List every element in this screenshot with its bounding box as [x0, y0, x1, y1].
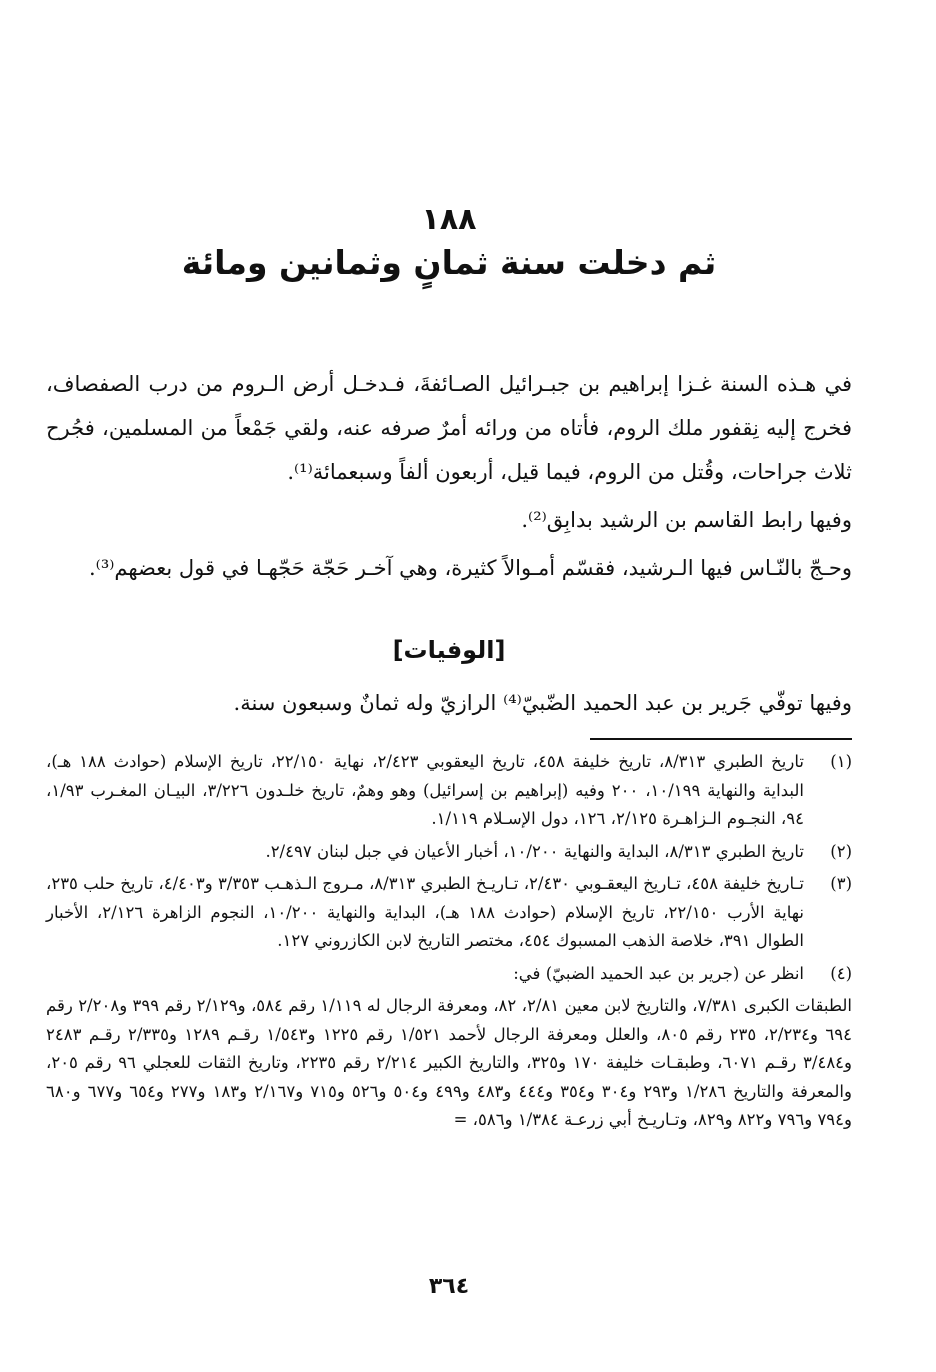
footnote-number: (٣) [830, 874, 852, 893]
footnote-divider [590, 738, 852, 740]
footnote-4-continuation: الطبقات الكبرى ٧/٣٨١، والتاريخ لابن معين ٢/٨١، ٨٢، ومعرفة الرجال له ١/١١٩ رقم ٥٨٤، و٢/١٢٩ رقم ٣٩٩ و٢/٢٠٨ رقم ٦٩٤ و٢/٢٣٤، ٢٣٥ رقم ٨٠٥، والعلل ومعرفة الرجال لأحمد ١/٥٢١ رقم ١٢٢٥ و١/٥٤٣ رقـم ١٢٨٩ و٢/٣٣٥ رقـم ٢٤٨٣ و٣/٤٨٤ رقـم ٦٠٧١، وطبقـات خليفة ١٧٠ و٣٢٥، والتاريخ الكبير ٢/٢١٤ رقم ٢٢٣٥، وتاريخ الثقات للعجلي ٩٦ رقم ٢٠٥، والمعرفة والتاريخ ١/٢٨٦ و٢٩٣ و٣٠٤ و٣٥٤ و٤٤٤ و٤٨٣ و٤٩٩ و٥٠٤ و٥٢٦ و٧١٥ و٢/١٦٧ و١٨٣ و٢٧٧ و٦٥٤ و٦٧٧ و٦٨٠ و٧٩٤ و٧٩٦ و٨٢٢ و٨٢٩، وتـاريـخ أبي زرعـة ١/٣٨٤ و٥٨٦، = [46, 996, 853, 1129]
paragraph-3: وحـجّ بالنّـاس فيها الـرشيد، فقسّم أمـوالاً كثيرة، وهي آخـر حَجّة حَجّهـا في قول بعضهم⁽³⁾. [88, 556, 852, 580]
footnote-text: انظر عن (جرير بن عبد الحميد الضبيّ) في: [513, 963, 804, 983]
footnotes [46, 748, 852, 1135]
footnote-text: تـاريخ خليفة ٤٥٨، تـاريخ اليعقـوبي ٢/٤٣٠، تـاريـخ الطبري ٨/٣١٣، مـروج الـذهـب ٣/٣٥٣ و٤/٤٠٣، تاريخ حلب ٢٣٥، نهاية الأرب ٢٢/١٥٠، تاريخ الإسلام (حوادث ١٨٨ هـ)، البداية والنهاية ١٠/٢٠٠، النجوم الزاهرة ٢/١٢٦، الأخبار الطوال ٣٩١، خلاصة الذهب المسبوك ٤٥٤، مختصر التاريخ لابن الكازروني ١٢٧. [46, 874, 804, 950]
footnote-number: (١) [830, 752, 852, 771]
paragraph-1: في هـذه السنة غـزا إبراهيم بن جبـرائيل الصـائفةَ، فـدخـل أرض الـروم من درب الصفصاف، فخرج إليه نِقفور ملك الروم، فأتاه من ورائه أمرٌ صرفه عنه، ولقي جَمْعاً من المسلمين، فجُرح ثلاث جراحات، وقُتل من الروم، فيما قيل، أربعون ألفاً وسبعمائة⁽¹⁾. [46, 372, 852, 484]
paragraph-2: وفيها رابط القاسم بن الرشيد بدابِق⁽²⁾. [521, 508, 852, 532]
section-heading-deaths: [الوفيات] [392, 636, 506, 664]
footnote-3 [46, 870, 852, 956]
footnote-number: (٢) [830, 841, 852, 861]
footnote-4 [46, 960, 852, 989]
page-number: ٣٦٤ [428, 1274, 470, 1299]
book-page [46, 0, 852, 1372]
footnote-text: تاريخ الطبري ٨/٣١٣، تاريخ خليفة ٤٥٨، تاريخ اليعقوبي ٢/٤٢٣، نهاية ٢٢/١٥٠، تاريخ الإسلام (حوادث ١٨٨ هـ)، البداية والنهاية ١٠/١٩٩، ٢٠٠ وفيه (إبراهيم بن إسرائيل) وهو وهمٌ، تاريخ خلـدون ٣/٢٢٦، البيـان المغـرب ١/٩٣، ٩٤، النجـوم الـزاهـرة ٢/١٢٥، ١٢٦، دول الإسـلام ١/١١٩. [46, 752, 804, 828]
chapter-title: ثم دخلت سنة ثمانٍ وثمانين ومائة [181, 243, 717, 282]
chapter-number: ١٨٨ [421, 202, 477, 237]
deaths-paragraph: وفيها توفّي جَرير بن عبد الحميد الضّبيّ⁽⁴⁾ الرازيّ وله ثمانٌ وسبعون سنة. [233, 691, 852, 715]
footnote-2 [46, 838, 852, 867]
main-text [46, 362, 852, 594]
footnote-1 [46, 748, 852, 834]
footnote-text: تاريخ الطبري ٨/٣١٣، البداية والنهاية ١٠/٢٠٠، أخبار الأعيان في جبل لبنان ٢/٤٩٧. [265, 841, 804, 861]
footnote-number: (٤) [830, 963, 852, 983]
